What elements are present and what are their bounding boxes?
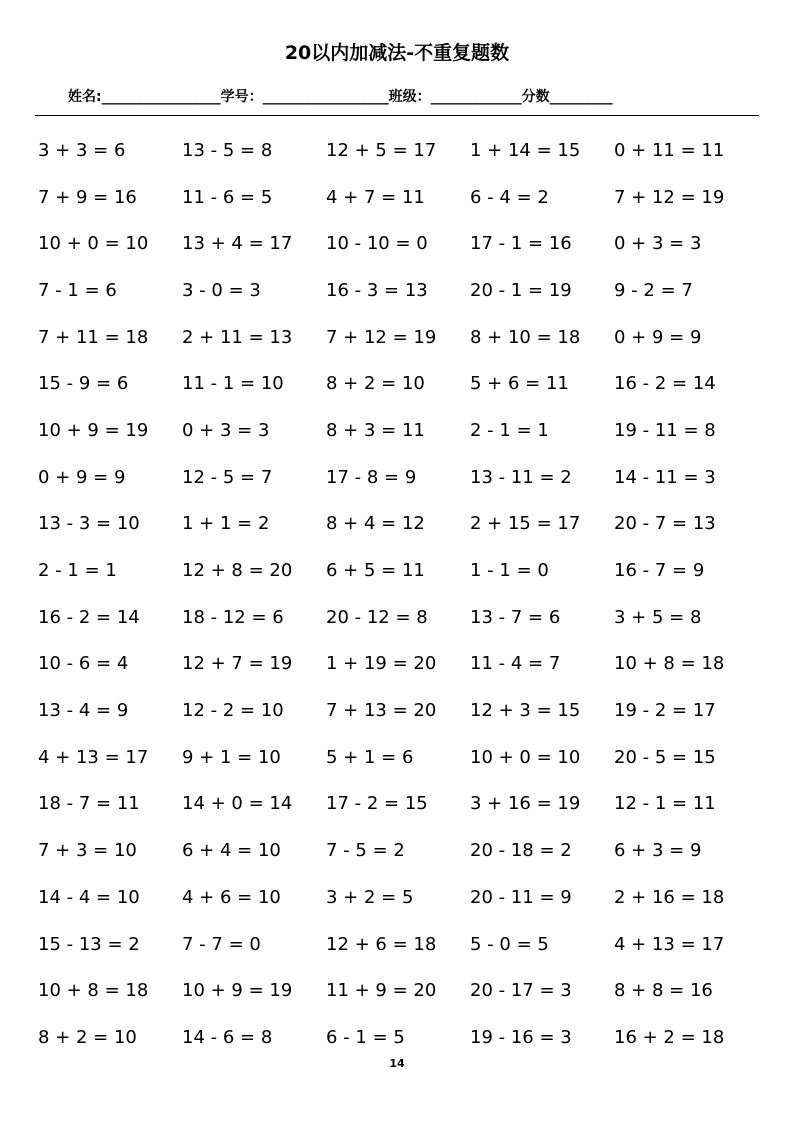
math-problem: 7 + 12 = 19 [326,326,437,348]
math-problem: 13 - 3 = 10 [38,513,140,535]
problem-row [38,314,758,361]
math-problem: 10 - 10 = 0 [326,233,428,255]
problem-row [38,781,758,828]
math-problem: 13 - 7 = 6 [470,606,561,628]
math-problem: 0 + 9 = 9 [38,466,126,488]
math-problem: 3 + 3 = 6 [38,139,126,161]
header-divider [35,115,759,116]
math-problem: 5 + 1 = 6 [326,746,414,768]
problem-row [38,874,758,921]
problem-row [38,827,758,874]
math-problem: 3 + 16 = 19 [470,793,581,815]
problem-row [38,174,758,221]
math-problem: 16 - 7 = 9 [614,560,705,582]
math-problem: 10 + 0 = 10 [38,233,149,255]
math-problem: 7 + 3 = 10 [38,840,137,862]
math-problem: 12 - 2 = 10 [182,700,284,722]
math-problem: 12 - 5 = 7 [182,466,273,488]
math-problem: 13 + 4 = 17 [182,233,293,255]
math-problem: 14 - 6 = 8 [182,1026,273,1048]
score-blank[interactable]: _________ [549,89,613,105]
math-problem: 16 - 3 = 13 [326,279,428,301]
problem-row [38,547,758,594]
math-problem: 20 - 17 = 3 [470,980,572,1002]
math-problem: 17 - 8 = 9 [326,466,417,488]
math-problem: 8 + 2 = 10 [326,373,425,395]
math-problem: 7 - 1 = 6 [38,279,117,301]
math-problem: 12 + 7 = 19 [182,653,293,675]
math-problem: 10 - 6 = 4 [38,653,129,675]
math-problem: 12 - 1 = 11 [614,793,716,815]
math-problem: 16 - 2 = 14 [38,606,140,628]
score-label: 分数 [521,89,550,105]
math-problem: 20 - 12 = 8 [326,606,428,628]
problem-grid [38,127,758,1061]
page-title: 20以内加减法-不重复题数 [284,42,510,64]
math-problem: 2 - 1 = 1 [470,419,549,441]
math-problem: 6 + 3 = 9 [614,840,702,862]
math-problem: 6 - 1 = 5 [326,1026,405,1048]
problem-row [38,501,758,548]
math-problem: 16 + 2 = 18 [614,1026,725,1048]
math-problem: 14 - 4 = 10 [38,886,140,908]
math-problem: 11 - 6 = 5 [182,186,273,208]
math-problem: 8 + 2 = 10 [38,1026,137,1048]
math-problem: 5 + 6 = 11 [470,373,569,395]
math-problem: 17 - 1 = 16 [470,233,572,255]
math-problem: 4 + 13 = 17 [38,746,149,768]
math-problem: 10 + 9 = 19 [182,980,293,1002]
math-problem: 1 + 14 = 15 [470,139,581,161]
class-blank[interactable]: _____________ [430,89,522,105]
math-problem: 10 + 0 = 10 [470,746,581,768]
problem-row [38,594,758,641]
math-problem: 4 + 6 = 10 [182,886,281,908]
math-problem: 8 + 3 = 11 [326,419,425,441]
math-problem: 20 - 1 = 19 [470,279,572,301]
math-problem: 12 + 8 = 20 [182,560,293,582]
math-problem: 3 + 5 = 8 [614,606,702,628]
math-problem: 13 - 4 = 9 [38,700,129,722]
math-problem: 0 + 9 = 9 [614,326,702,348]
math-problem: 2 + 16 = 18 [614,886,725,908]
math-problem: 5 - 0 = 5 [470,933,549,955]
math-problem: 10 + 8 = 18 [38,980,149,1002]
math-problem: 7 + 11 = 18 [38,326,149,348]
math-problem: 10 + 8 = 18 [614,653,725,675]
problem-row [38,1014,758,1061]
problem-row [38,267,758,314]
math-problem: 7 + 12 = 19 [614,186,725,208]
id-label: 学号： [220,89,263,105]
math-problem: 19 - 11 = 8 [614,419,716,441]
problem-row [38,220,758,267]
page-number: 14 [389,1057,405,1070]
problem-row [38,360,758,407]
math-problem: 11 - 4 = 7 [470,653,561,675]
math-problem: 20 - 7 = 13 [614,513,716,535]
math-problem: 6 + 4 = 10 [182,840,281,862]
problem-row [38,921,758,968]
name-blank[interactable]: _________________ [101,89,221,105]
problem-row [38,687,758,734]
math-problem: 1 + 19 = 20 [326,653,437,675]
math-problem: 9 - 2 = 7 [614,279,693,301]
math-problem: 14 + 0 = 14 [182,793,293,815]
math-problem: 9 + 1 = 10 [182,746,281,768]
math-problem: 1 + 1 = 2 [182,513,270,535]
math-problem: 19 - 2 = 17 [614,700,716,722]
math-problem: 0 + 11 = 11 [614,139,725,161]
math-problem: 18 - 12 = 6 [182,606,284,628]
id-blank[interactable]: __________________ [262,89,389,105]
math-problem: 11 - 1 = 10 [182,373,284,395]
math-problem: 16 - 2 = 14 [614,373,716,395]
math-problem: 4 + 13 = 17 [614,933,725,955]
math-problem: 7 + 13 = 20 [326,700,437,722]
math-problem: 2 + 11 = 13 [182,326,293,348]
math-problem: 20 - 18 = 2 [470,840,572,862]
math-problem: 13 - 5 = 8 [182,139,273,161]
math-problem: 8 + 4 = 12 [326,513,425,535]
problem-row [38,967,758,1014]
math-problem: 7 - 7 = 0 [182,933,261,955]
problem-row [38,454,758,501]
math-problem: 18 - 7 = 11 [38,793,140,815]
math-problem: 7 + 9 = 16 [38,186,137,208]
math-problem: 12 + 3 = 15 [470,700,581,722]
math-problem: 19 - 16 = 3 [470,1026,572,1048]
problem-row [38,641,758,688]
problem-row [38,407,758,454]
math-problem: 15 - 9 = 6 [38,373,129,395]
math-problem: 3 - 0 = 3 [182,279,261,301]
name-label: 姓名: [68,89,102,105]
math-problem: 15 - 13 = 2 [38,933,140,955]
math-problem: 2 - 1 = 1 [38,560,117,582]
math-problem: 0 + 3 = 3 [614,233,702,255]
student-info-line [68,86,613,106]
math-problem: 3 + 2 = 5 [326,886,414,908]
class-label: 班级： [388,89,431,105]
math-problem: 20 - 11 = 9 [470,886,572,908]
problem-row [38,734,758,781]
math-problem: 4 + 7 = 11 [326,186,425,208]
math-problem: 8 + 8 = 16 [614,980,713,1002]
math-problem: 6 + 5 = 11 [326,560,425,582]
math-problem: 14 - 11 = 3 [614,466,716,488]
math-problem: 0 + 3 = 3 [182,419,270,441]
math-problem: 10 + 9 = 19 [38,419,149,441]
math-problem: 11 + 9 = 20 [326,980,437,1002]
math-problem: 12 + 6 = 18 [326,933,437,955]
math-problem: 1 - 1 = 0 [470,560,549,582]
math-problem: 6 - 4 = 2 [470,186,549,208]
math-problem: 20 - 5 = 15 [614,746,716,768]
math-problem: 13 - 11 = 2 [470,466,572,488]
math-problem: 12 + 5 = 17 [326,139,437,161]
math-problem: 2 + 15 = 17 [470,513,581,535]
math-problem: 8 + 10 = 18 [470,326,581,348]
math-problem: 17 - 2 = 15 [326,793,428,815]
math-problem: 7 - 5 = 2 [326,840,405,862]
problem-row [38,127,758,174]
